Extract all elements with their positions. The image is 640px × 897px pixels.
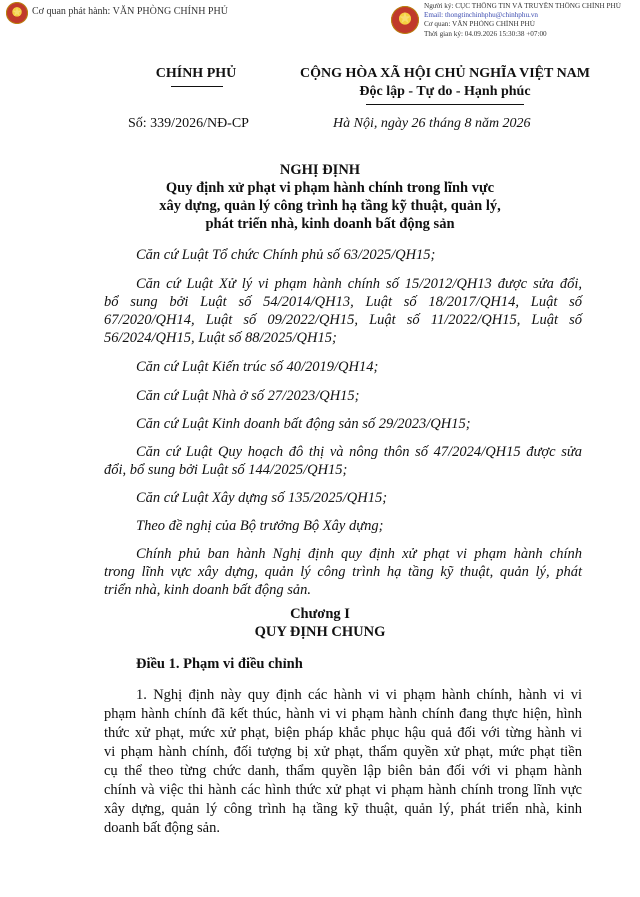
preamble-line: bổ sung bởi Luật số 54/2014/QH13, Luật số 18/2017/QH14, Luật số bbox=[104, 294, 582, 310]
place-and-date: Hà Nội, ngày 26 tháng 8 năm 2026 bbox=[333, 116, 531, 131]
document-number: Số: 339/2026/NĐ-CP bbox=[128, 116, 249, 131]
chapter-title: QUY ĐỊNH CHUNG bbox=[254, 624, 386, 640]
clause-line: thức xử phạt, mức xử phạt, biện pháp khắc phục hậu quả đối với từng hành vi bbox=[104, 725, 582, 741]
preamble-line: đổi, bổ sung bởi Luật số 144/2025/QH15; bbox=[104, 462, 348, 478]
issuing-body: CHÍNH PHỦ bbox=[155, 66, 237, 81]
issuing-body-underline bbox=[171, 86, 223, 87]
preamble-line: trong lĩnh vực xây dựng, quản lý công trình hạ tầng kỹ thuật, quản lý, phát bbox=[104, 564, 582, 580]
preamble-line: 56/2024/QH15, Luật số 88/2025/QH15; bbox=[104, 330, 337, 346]
clause-line: doanh bất động sản. bbox=[104, 820, 220, 836]
preamble-line: Căn cứ Luật Tổ chức Chính phủ số 63/2025/QH15; bbox=[136, 247, 436, 263]
preamble-line: Căn cứ Luật Xây dựng số 135/2025/QH15; bbox=[136, 490, 388, 506]
signer-email: Email: thongtinchinhphu@chinhphu.vn bbox=[424, 11, 539, 20]
preamble-line: Căn cứ Luật Nhà ở số 27/2023/QH15; bbox=[136, 388, 360, 404]
clause-line: phạm hành chính đã kết thúc, hành vi vi phạm hành chính đang thực hiện, hình bbox=[104, 706, 582, 722]
preamble-line: Chính phủ ban hành Nghị định quy định xử phạt vi phạm hành chính bbox=[136, 546, 582, 562]
issuer-label: Cơ quan phát hành: VĂN PHÒNG CHÍNH PHỦ bbox=[32, 6, 228, 17]
preamble-line: Căn cứ Luật Kiến trúc số 40/2019/QH14; bbox=[136, 359, 379, 375]
preamble-line: Căn cứ Luật Kinh doanh bất động sản số 29/2023/QH15; bbox=[136, 416, 471, 432]
clause-line: 1. Nghị định này quy định các hành vi vi phạm hành chính, hành vi vi bbox=[136, 687, 582, 703]
signer-agency: Cơ quan: VĂN PHÒNG CHÍNH PHỦ bbox=[424, 20, 535, 29]
chapter-number: Chương I bbox=[290, 606, 350, 622]
document-subject-line: xây dựng, quản lý công trình hạ tầng kỹ thuật, quản lý, bbox=[159, 198, 501, 214]
clause-line: cụ thể theo từng chức danh, thẩm quyền lập biên bản đối với vi phạm hành bbox=[104, 763, 582, 779]
digital-signature-info bbox=[424, 2, 636, 39]
clause-line: vi phạm hành chính, đối tượng bị xử phạt, thẩm quyền xử phạt, mức phạt tiền bbox=[104, 744, 582, 760]
clause-line: chính và việc thi hành các hình thức xử phạt vi phạm hành chính trong lĩnh vực bbox=[104, 782, 582, 798]
national-title: CỘNG HÒA XÃ HỘI CHỦ NGHĨA VIỆT NAM bbox=[299, 66, 590, 81]
clause-line: xây dựng, quản lý công trình hạ tầng kỹ thuật, quản lý, phát triển nhà, kinh bbox=[104, 801, 582, 817]
article-title: Điều 1. Phạm vi điều chỉnh bbox=[136, 656, 303, 672]
preamble-line: Căn cứ Luật Quy hoạch đô thị và nông thôn số 47/2024/QH15 được sửa bbox=[136, 444, 582, 460]
national-motto: Độc lập - Tự do - Hạnh phúc bbox=[359, 84, 531, 99]
preamble-line: triển nhà, kinh doanh bất động sản. bbox=[104, 582, 312, 598]
document-subject-line: Quy định xử phạt vi phạm hành chính trong lĩnh vực bbox=[165, 180, 495, 196]
national-emblem-icon bbox=[6, 2, 28, 24]
signer-label: Người ký: CỤC THÔNG TIN VÀ TRUYỀN THÔNG CHÍNH PHỦ bbox=[424, 2, 621, 10]
signature-emblem-icon bbox=[391, 6, 419, 34]
document-subject-line: phát triển nhà, kinh doanh bất động sản bbox=[205, 216, 455, 232]
motto-underline bbox=[366, 104, 524, 105]
preamble-line: 67/2020/QH14, Luật số 09/2022/QH15, Luật số 11/2022/QH15, Luật số bbox=[104, 312, 582, 328]
document-type: NGHỊ ĐỊNH bbox=[279, 162, 361, 178]
signed-time: Thời gian ký: 04.09.2026 15:30:38 +07:00 bbox=[424, 29, 547, 38]
preamble-line: Theo đề nghị của Bộ trưởng Bộ Xây dựng; bbox=[136, 518, 384, 534]
preamble-line: Căn cứ Luật Xử lý vi phạm hành chính số 15/2012/QH13 được sửa đổi, bbox=[136, 276, 582, 292]
